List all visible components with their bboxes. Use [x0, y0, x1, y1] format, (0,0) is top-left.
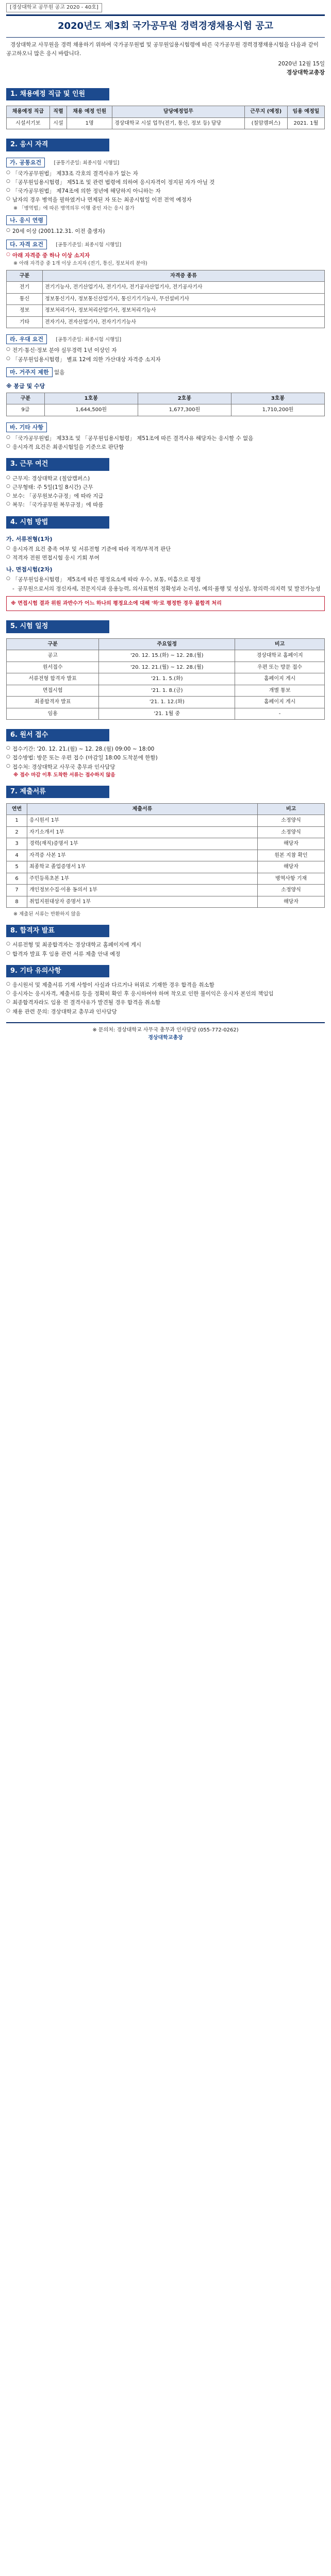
table-cell: 소정양식 [258, 815, 325, 827]
table-cell: 자기소개서 1부 [27, 826, 258, 838]
issuing-org: 경상대학교총장 [286, 69, 325, 76]
table-cell: 해당자 [258, 896, 325, 908]
positions-table [6, 106, 325, 129]
table-cell: 서류전형 합격자 발표 [7, 673, 99, 685]
list-item: ○ 「공무원임용시험령」 제51조 및 관련 법령에 의하여 응시자격이 정지된 자가 아닐 것 [6, 178, 325, 187]
section-3-title: 3. 근무 여건 [6, 458, 109, 470]
table-cell: 8 [7, 896, 27, 908]
table-cell: 경상대학교 시설 업무(전기, 통신, 정보 등) 담당 [112, 117, 245, 129]
table-row [7, 850, 325, 861]
schedule-header-cell: 주요일정 [99, 638, 235, 650]
subsection-value: 없음 [54, 369, 65, 376]
table-cell: 응시원서 1부 [27, 815, 258, 827]
documents-header-cell: 연번 [7, 803, 27, 815]
subsection-label: 라. 우대 요건 [6, 334, 47, 344]
table-row [7, 650, 325, 662]
table-row [7, 873, 325, 885]
table-cell: 4 [7, 850, 27, 861]
table-cell: 최종학교 졸업증명서 1부 [27, 861, 258, 873]
certificates-header-cell: 자격증 종류 [43, 270, 325, 282]
section-4-title: 4. 시험 방법 [6, 516, 109, 529]
note-text: ※ 제출된 서류는 반환하지 않음 [13, 911, 81, 918]
intro-text: 경상대학교 사무원을 경력 채용하기 위하여 국가공무원법 및 공무원임용시험령에 따른 국가공무원 경력경쟁채용시험을 다음과 같이 공고하오니 많은 응시 바랍니다. [6, 42, 319, 57]
table-cell: 9급 [7, 404, 45, 416]
salary-title: ※ 봉급 및 수당 [6, 382, 45, 389]
table-cell: '20. 12. 15.(화) ~ 12. 28.(월) [99, 650, 235, 662]
list-item: ○ 남자의 경우 병역을 필하였거나 면제된 자 또는 최종시험일 이전 전역 예정자 [6, 196, 325, 204]
table-cell: 시설서기보 [7, 117, 50, 129]
table-cell: 1 [7, 815, 27, 827]
list-item: ○ 채용 관련 문의: 경상대학교 총무과 인사담당 [6, 1008, 325, 1016]
table-row [7, 305, 325, 317]
table-cell: 시설 [49, 117, 67, 129]
list-item: ○ 접수방법: 방문 또는 우편 접수 (마감일 18:00 도착분에 한함) [6, 754, 325, 762]
subsection-note: [공통기준일: 최종시험 시행일] [54, 160, 120, 166]
list-item: ○ 합격자 발표 후 임용 관련 서류 제출 안내 예정 [6, 950, 325, 958]
list-item: - 공무원으로서의 정신자세, 전문지식과 응용능력, 의사표현의 정확성과 논리성, 예의·품행 및 성실성, 창의력·의지력 및 발전가능성 [6, 585, 325, 593]
subsection-f [6, 419, 325, 434]
subsection-a [6, 155, 325, 169]
subsection-label: 나. 응시 연령 [6, 215, 47, 225]
positions-header-cell: 담당예정업무 [112, 106, 245, 118]
table-row [7, 404, 325, 416]
documents-header-cell: 비고 [258, 803, 325, 815]
list-item: ○ 서류전형 및 최종합격자는 경상대학교 홈페이지에 게시 [6, 941, 325, 949]
table-cell: 공고 [7, 650, 99, 662]
table-cell: 홈페이지 게시 [235, 673, 325, 685]
subsection-d [6, 331, 325, 346]
note-text: ※ 아래 자격증 중 1개 이상 소지자 (전기, 통신, 정보처리 분야) [13, 260, 147, 266]
documents-header-cell: 제출서류 [27, 803, 258, 815]
list-item: ○ 복무: 「국가공무원 복무규정」에 따름 [6, 501, 325, 509]
table-row [7, 896, 325, 908]
table-cell: 해당자 [258, 838, 325, 850]
schedule-table [6, 638, 325, 720]
table-cell: 정보처리기사, 정보처리산업기사, 정보처리기능사 [43, 305, 325, 317]
table-cell: '21. 1. 5.(화) [99, 673, 235, 685]
table-cell: (칠암캠퍼스) [244, 117, 287, 129]
table-cell: 1명 [67, 117, 112, 129]
page-title: 2020년도 제3회 국가공무원 경력경쟁채용시험 공고 [6, 14, 325, 38]
table-cell: 소정양식 [258, 885, 325, 896]
list-item: ○ 20세 이상 (2001.12.31. 이전 출생자) [6, 227, 325, 235]
table-row [7, 282, 325, 294]
list-item: ○ 응시원서 및 제출서류 기재 사항이 사실과 다르거나 허위로 기재한 경우 합격을 취소함 [6, 981, 325, 989]
certificates-table [6, 270, 325, 329]
table-row [7, 826, 325, 838]
subsection-note: [공통기준일: 최종시험 시행일] [56, 242, 122, 248]
table-cell: 면접시험 [7, 685, 99, 697]
table-row [7, 861, 325, 873]
table-row [7, 673, 325, 685]
header-tag: [경상대학교 공무원 공고 2020 - 40호] [6, 3, 102, 12]
list-item: ○ 응시자격 요건 충족 여부 및 서류전형 기준에 따라 적격/부적격 판단 [6, 545, 325, 553]
list-item: ○ 적격자 전원 면접시험 응시 기회 부여 [6, 554, 325, 562]
subsection-label: 다. 자격 요건 [6, 240, 47, 249]
announcement-date: 2020년 12월 15일 [278, 60, 325, 67]
salary-header-cell: 2호봉 [138, 393, 231, 404]
table-cell: 홈페이지 게시 [235, 697, 325, 708]
table-cell: 정보통신기사, 정보통신산업기사, 통신기기기능사, 무선설비기사 [43, 293, 325, 305]
table-row [7, 697, 325, 708]
list-item: ○ 보수: 「공무원보수규정」에 따라 지급 [6, 492, 325, 500]
notice-box: ※ 면접시험 결과 위원 과반수가 어느 하나의 평정요소에 대해 '하'로 평정한 경우 불합격 처리 [6, 596, 325, 612]
list-item: ○ 응시자격 요건은 최종시험일을 기준으로 판단함 [6, 443, 325, 451]
certificates-header-cell: 구분 [7, 270, 43, 282]
section-5-title: 5. 시험 일정 [6, 620, 109, 633]
subsection-note: [공통기준일: 최종시험 시행일] [56, 337, 122, 343]
table-cell: 1,710,200원 [231, 404, 324, 416]
subsection-label: 가. 서류전형(1차) [6, 535, 53, 543]
subsection-label: 가. 공통요건 [6, 158, 45, 167]
subsection-c [6, 236, 325, 251]
note-text: ※ 접수 마감 이후 도착한 서류는 접수하지 않음 [13, 772, 115, 778]
salary-header-cell: 1호봉 [44, 393, 138, 404]
table-cell: 전기 [7, 282, 43, 294]
list-item: ○ 최종합격자라도 임용 전 결격사유가 발견될 경우 합격을 취소함 [6, 998, 325, 1007]
table-cell: 우편 또는 방문 접수 [235, 662, 325, 673]
footer [6, 1022, 325, 1042]
table-cell: 7 [7, 885, 27, 896]
table-cell: - [235, 708, 325, 720]
table-cell: 해당자 [258, 861, 325, 873]
table-cell: '20. 12. 21.(월) ~ 12. 28.(월) [99, 662, 235, 673]
list-item: ○ 근무형태: 주 5일(1일 8시간) 근무 [6, 483, 325, 492]
table-cell: 2021. 1월 [287, 117, 324, 129]
table-row [7, 685, 325, 697]
table-cell: 5 [7, 861, 27, 873]
table-row [7, 708, 325, 720]
table-cell: 최종합격자 발표 [7, 697, 99, 708]
table-row [7, 662, 325, 673]
documents-table [6, 803, 325, 908]
subsection-label: 바. 기타 사항 [6, 422, 47, 432]
table-cell: 취업지원대상자 증명서 1부 [27, 896, 258, 908]
section-8-title: 8. 합격자 발표 [6, 925, 109, 937]
positions-header-cell: 직렬 [49, 106, 67, 118]
subsection-b [6, 212, 325, 227]
table-row [7, 815, 325, 827]
table-cell: 병역사항 기재 [258, 873, 325, 885]
table-cell: 전자기사, 전자산업기사, 전자기기기능사 [43, 316, 325, 328]
table-cell: 정보 [7, 305, 43, 317]
section-7-title: 7. 제출서류 [6, 786, 109, 798]
salary-header-cell: 구분 [7, 393, 45, 404]
list-item: ○ 「국가공무원법」 제33조 및 「공무원임용시험령」 제51조에 따른 결격사유 해당자는 응시할 수 없음 [6, 434, 325, 443]
subsection-e [6, 364, 325, 379]
list-item: ○ 근무지: 경상대학교 (칠암캠퍼스) [6, 474, 325, 483]
list-item: ○ 전기·통신·정보 분야 실무경력 1년 이상인 자 [6, 346, 325, 354]
table-cell: 원본 지참 확인 [258, 850, 325, 861]
table-row [7, 885, 325, 896]
positions-header-cell: 채용예정 직급 [7, 106, 50, 118]
list-item: ○ 「공무원임용시험령」 제5조에 따른 평정요소에 따라 우수, 보통, 미흡으로 평정 [6, 575, 325, 584]
schedule-header-cell: 비고 [235, 638, 325, 650]
table-cell: 개별 통보 [235, 685, 325, 697]
table-cell: 경력(재직)증명서 1부 [27, 838, 258, 850]
schedule-header-cell: 구분 [7, 638, 99, 650]
list-item: ○ 응시자는 응시자격, 제출서류 등을 정확히 확인 후 응시하여야 하며 착오로 인한 불이익은 응시자 본인의 책임임 [6, 990, 325, 998]
table-cell: 원서접수 [7, 662, 99, 673]
section-9-title: 9. 기타 유의사항 [6, 965, 109, 977]
salary-header-cell: 3호봉 [231, 393, 324, 404]
table-cell: 개인정보수집·이용 동의서 1부 [27, 885, 258, 896]
table-row [7, 117, 325, 129]
table-cell: 1,644,500원 [44, 404, 138, 416]
table-cell: 기타 [7, 316, 43, 328]
table-cell: '21. 1월 중 [99, 708, 235, 720]
footer-org: 경상대학교총장 [148, 1035, 183, 1041]
section-6-title: 6. 원서 접수 [6, 729, 109, 741]
table-cell: 6 [7, 873, 27, 885]
list-item: ○ 「공무원임용시험령」 별표 12에 의한 가산대상 자격증 소지자 [6, 355, 325, 364]
subsection-label: 마. 거주지 제한 [6, 367, 53, 377]
table-row [7, 316, 325, 328]
table-cell: '21. 1. 12.(화) [99, 697, 235, 708]
list-item: ○ 아래 자격증 중 하나 이상 소지자 [6, 251, 325, 260]
salary-table [6, 393, 325, 416]
positions-header-cell: 임용 예정일 [287, 106, 324, 118]
table-cell: 임용 [7, 708, 99, 720]
note-text: ※ 「병역법」에 따른 병역의무 이행 중인 자는 응시 불가 [13, 205, 135, 211]
list-item: ○ 접수기간: '20. 12. 21.(월) ~ 12. 28.(월) 09:00 ~ 18:00 [6, 745, 325, 753]
subsection-label: 나. 면접시험(2차) [6, 566, 53, 573]
table-cell: 통신 [7, 293, 43, 305]
table-cell: 자격증 사본 1부 [27, 850, 258, 861]
table-row [7, 838, 325, 850]
positions-header-cell: 근무지 (예정) [244, 106, 287, 118]
section-1-title: 1. 채용예정 직급 및 인원 [6, 88, 109, 100]
footer-contact: ※ 문의처: 경상대학교 사무국 총무과 인사담당 (055-772-0262) [92, 1027, 239, 1033]
table-cell: 3 [7, 838, 27, 850]
table-cell: 2 [7, 826, 27, 838]
section-2-title: 2. 응시 자격 [6, 139, 109, 151]
table-cell: 1,677,300원 [138, 404, 231, 416]
table-cell: 주민등록초본 1부 [27, 873, 258, 885]
positions-header-cell: 채용 예정 인원 [67, 106, 112, 118]
list-item: ○ 접수처: 경상대학교 사무국 총무과 인사담당 [6, 763, 325, 771]
table-cell: '21. 1. 8.(금) [99, 685, 235, 697]
table-cell: 전기기능사, 전기산업기사, 전기기사, 전기공사산업기사, 전기공사기사 [43, 282, 325, 294]
list-item: ○ 「국가공무원법」 제74조에 의한 정년에 해당하지 아니하는 자 [6, 187, 325, 195]
table-cell: 소정양식 [258, 826, 325, 838]
table-row [7, 293, 325, 305]
table-cell: 경상대학교 홈페이지 [235, 650, 325, 662]
list-item: ○ 「국가공무원법」 제33조 각호의 결격사유가 없는 자 [6, 170, 325, 178]
